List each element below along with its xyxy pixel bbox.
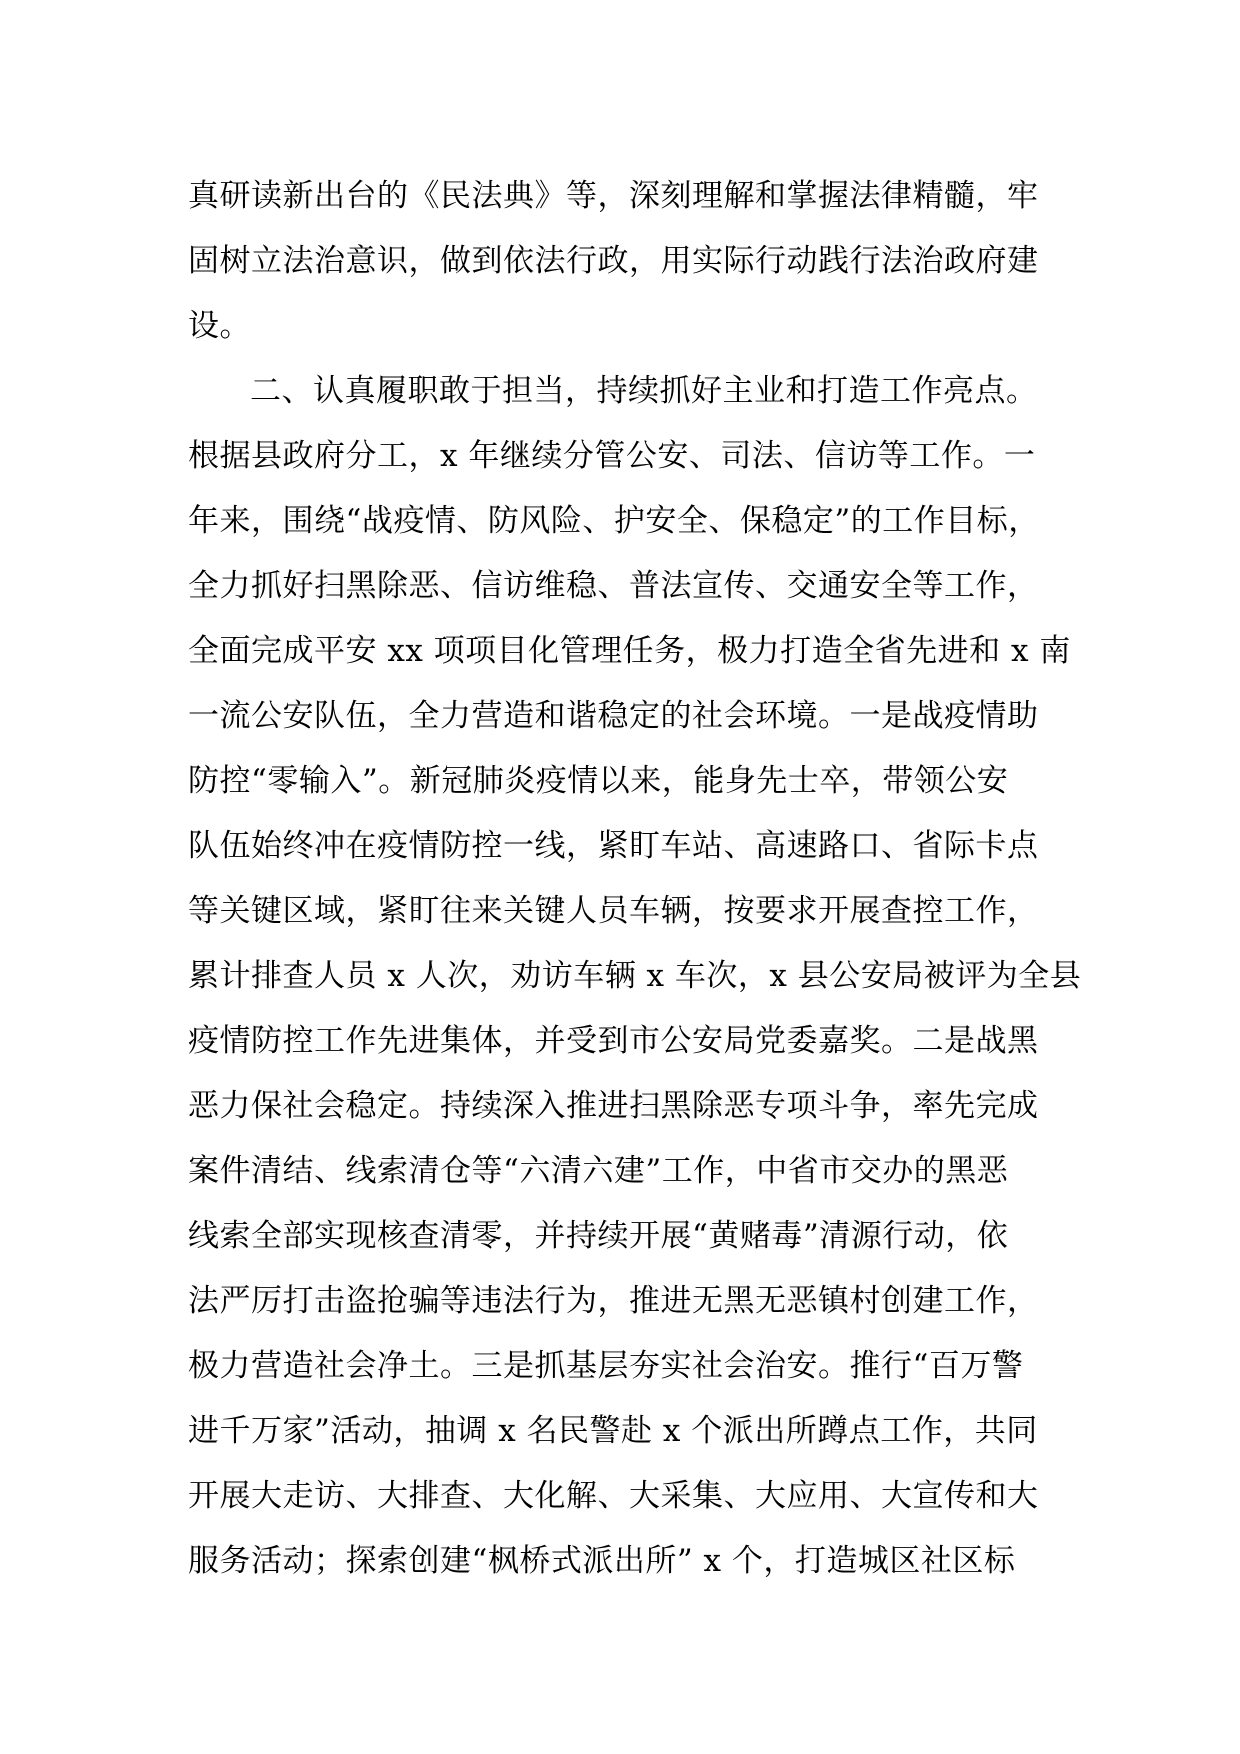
text-line: 法严厉打击盗抢骗等违法行为，推进无黑无恶镇村创建工作， [188, 1283, 1039, 1319]
text-line: 真研读新出台的《民法典》等，深刻理解和掌握法律精髓，牢 [188, 178, 1039, 214]
text-line: 年来，围绕“战疫情、防风险、护安全、保稳定”的工作目标， [188, 503, 1040, 539]
text-line: 防控“零输入”。新冠肺炎疫情以来，能身先士卒，带领公安 [188, 763, 1009, 799]
text-line: 全面完成平安 xx 项项目化管理任务，极力打造全省先进和 x 南 [188, 633, 1071, 669]
text-line: 累计排查人员 x 人次，劝访车辆 x 车次，x 县公安局被评为全县 [188, 958, 1082, 994]
text-line: 开展大走访、大排查、大化解、大采集、大应用、大宣传和大 [188, 1478, 1039, 1514]
text-line: 一流公安队伍，全力营造和谐稳定的社会环境。一是战疫情助 [188, 698, 1039, 734]
text-line: 队伍始终冲在疫情防控一线，紧盯车站、高速路口、省际卡点 [188, 828, 1039, 864]
text-line: 全力抓好扫黑除恶、信访维稳、普法宣传、交通安全等工作， [188, 568, 1039, 604]
text-line: 进千万家”活动，抽调 x 名民警赴 x 个派出所蹲点工作，共同 [188, 1413, 1038, 1449]
text-line: 设。 [188, 308, 251, 344]
text-line: 案件清结、线索清仓等“六清六建”工作，中省市交办的黑恶 [188, 1153, 1009, 1189]
text-line: 疫情防控工作先进集体，并受到市公安局党委嘉奖。二是战黑 [188, 1023, 1039, 1059]
section-heading: 二、认真履职敢于担当，持续抓好主业和打造工作亮点。 [250, 373, 1038, 409]
text-line: 等关键区域，紧盯往来关键人员车辆，按要求开展查控工作， [188, 893, 1039, 929]
text-line: 极力营造社会净土。三是抓基层夯实社会治安。推行“百万警 [188, 1348, 1024, 1384]
text-line: 固树立法治意识，做到依法行政，用实际行动践行法治政府建 [188, 243, 1039, 279]
text-line: 恶力保社会稳定。持续深入推进扫黑除恶专项斗争，率先完成 [188, 1088, 1039, 1124]
text-line: 线索全部实现核查清零，并持续开展“黄赌毒”清源行动，依 [188, 1218, 1009, 1254]
text-line: 根据县政府分工，x 年继续分管公安、司法、信访等工作。一 [188, 438, 1036, 474]
text-line: 服务活动；探索创建“枫桥式派出所” x 个，打造城区社区标 [188, 1543, 1016, 1579]
body-text [188, 164, 1088, 1594]
